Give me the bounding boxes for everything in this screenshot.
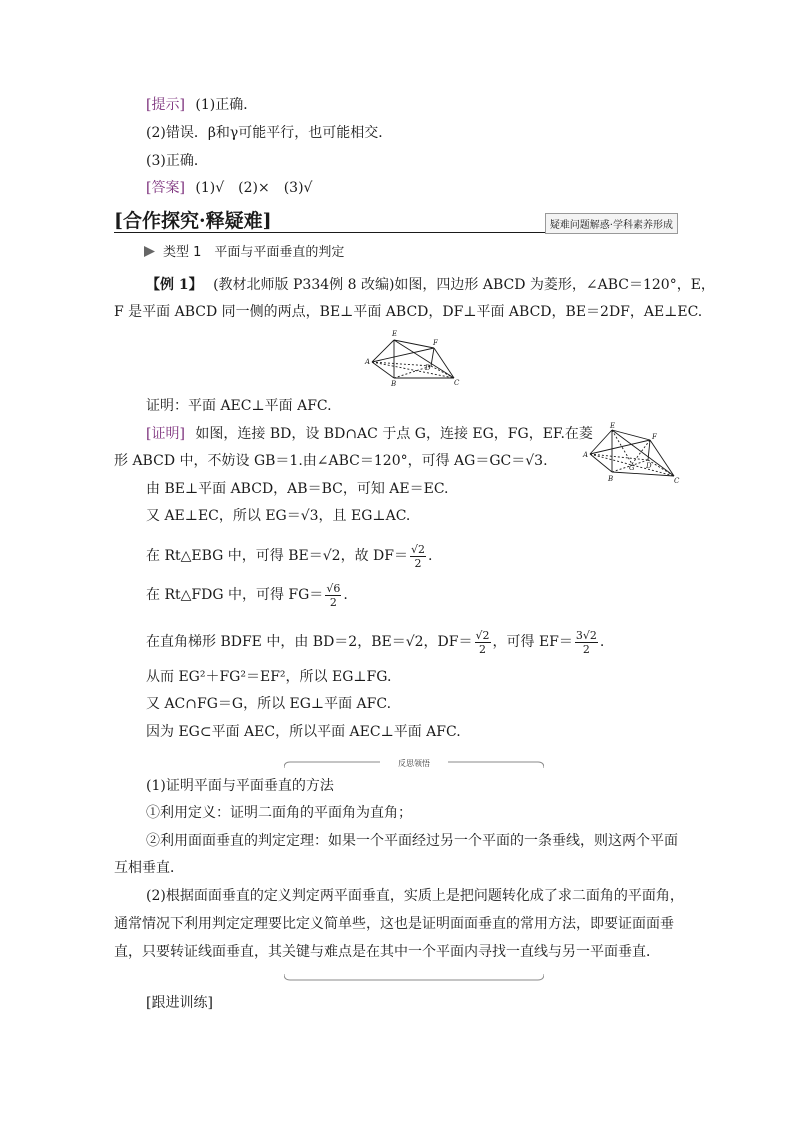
fig2-label-d: D	[646, 462, 652, 470]
section-badge: 疑难问题解惑·学科素养形成	[545, 213, 678, 234]
reflection-p3a: ②利用面面垂直的判定定理：如果一个平面经过另一个平面的一条垂线，则这两个平面	[146, 833, 678, 849]
hint-text: (1)正确．	[195, 97, 258, 113]
proof-text-1: 如图，连接 BD，设 BD∩AC 于点 G，连接 EG，FG，EF.在菱	[195, 426, 593, 442]
fig1-label-c: C	[454, 379, 460, 387]
fig2-label-c: C	[674, 477, 680, 484]
example-line-1	[146, 275, 715, 295]
geometry-figure-2	[582, 422, 682, 484]
reflection-label: 反思领悟	[398, 759, 430, 768]
proof-line-2: 形 ABCD 中，不妨设 GB＝1.由∠ABC＝120°，可得 AG＝GC＝√3.	[114, 453, 548, 469]
proof-line-8: 从而 EG²＋FG²＝EF²，所以 EG⊥FG.	[146, 669, 392, 685]
hint-tag: [提示]	[146, 97, 185, 113]
reflection-p2: ①利用定义：证明二面角的平面角为直角；	[146, 805, 412, 821]
section-title: [合作探究·释疑难]	[114, 210, 272, 232]
fig1-label-b: B	[391, 380, 397, 388]
follow-up-label: [跟进训练]	[146, 995, 213, 1011]
type-heading-text: 类型 1 平面与平面垂直的判定	[163, 245, 345, 260]
proof-line-9: 又 AC∩FG＝G，所以 EG⊥平面 AFC.	[146, 696, 392, 712]
hint-line	[146, 95, 257, 115]
reflection-bottom-border	[284, 974, 544, 984]
play-icon	[144, 246, 155, 257]
reflection-p1: (1)证明平面与平面垂直的方法	[146, 778, 334, 794]
fraction-sqrt6-over-2: $\frac{√6}{2}$	[326, 581, 341, 609]
reflection-p4c: 直，只要转证线面垂直，其关键与难点是在其中一个平面内寻找一直线与另一平面垂直．	[114, 944, 660, 960]
example-text-1: (教材北师版 P334例 8 改编)如图，四边形 ABCD 为菱形，∠ABC＝120°，E，	[213, 277, 715, 293]
example-tag: 【例 1】	[146, 277, 203, 293]
type-heading	[144, 244, 344, 262]
fig2-label-b: B	[608, 475, 614, 483]
proof-line-10: 因为 EG⊂平面 AEC，所以平面 AEC⊥平面 AFC.	[146, 724, 461, 740]
answer-line	[146, 178, 312, 198]
proof-text-7a: 在直角梯形 BDFE 中，由 BD＝2，BE＝√2，DF＝	[146, 634, 473, 650]
hint-line-2: (2)错误．β和γ可能平行，也可能相交．	[146, 125, 393, 141]
proof-tag: [证明]	[146, 426, 185, 442]
reflection-p4b: 通常情况下利用判定定理要比定义简单些，这也是证明面面垂直的常用方法，即要证面面垂	[114, 916, 674, 932]
hint-line-3: (3)正确．	[146, 153, 208, 169]
proof-line-5: 在 Rt△EBG 中，可得 BE＝√2，故 DF＝ $\frac{√2}{2}$ .	[146, 542, 433, 570]
geometry-figure-1	[364, 326, 464, 388]
proof-line-3: 由 BE⊥平面 ABCD，AB＝BC，可知 AE＝EC.	[146, 481, 449, 497]
proof-line-6: 在 Rt△FDG 中，可得 FG＝ $\frac{√6}{2}$ .	[146, 581, 348, 609]
fig2-label-a: A	[583, 451, 589, 459]
proof-line-7: 在直角梯形 BDFE 中，由 BD＝2，BE＝√2，DF＝ $\frac{√2}{2}$ ，可得 EF＝ $\frac{3√2}{2}$ .	[146, 628, 605, 656]
example-line-2: F 是平面 ABCD 同一侧的两点，BE⊥平面 ABCD，DF⊥平面 ABCD，BE＝2DF，AE⊥EC.	[114, 304, 703, 320]
proof-line-4: 又 AE⊥EC，所以 EG＝√3，且 EG⊥AC.	[146, 508, 411, 524]
fig1-label-f: F	[433, 339, 438, 347]
answer-text: (1)√ (2)× (3)√	[195, 180, 313, 196]
proof-text-7b: ，可得 EF＝	[492, 634, 573, 650]
answer-tag: [答案]	[146, 180, 185, 196]
reflection-p4a: (2)根据面面垂直的定义判定两平面垂直，实质上是把问题转化成了求二面角的平面角，	[146, 888, 684, 904]
fig2-label-g: G	[629, 464, 635, 472]
fig1-label-a: A	[365, 358, 371, 366]
fraction-df: $\frac{√2}{2}$	[475, 628, 490, 656]
proof-text-6: 在 Rt△FDG 中，可得 FG＝	[146, 587, 324, 603]
fig1-label-d: D	[425, 364, 431, 372]
section-header	[114, 204, 678, 233]
fig2-label-f: F	[652, 433, 657, 441]
fig1-label-e: E	[392, 330, 398, 338]
prove-statement: 证明：平面 AEC⊥平面 AFC.	[146, 398, 332, 414]
fraction-ef: $\frac{3√2}{2}$	[575, 628, 597, 656]
reflection-p3b: 互相垂直．	[114, 860, 184, 876]
proof-text-5: 在 Rt△EBG 中，可得 BE＝√2，故 DF＝	[146, 548, 408, 564]
fig2-label-e: E	[610, 422, 616, 430]
fraction-sqrt2-over-2: $\frac{√2}{2}$	[410, 542, 425, 570]
proof-line-1	[146, 424, 593, 444]
reflection-top-border	[284, 756, 544, 770]
